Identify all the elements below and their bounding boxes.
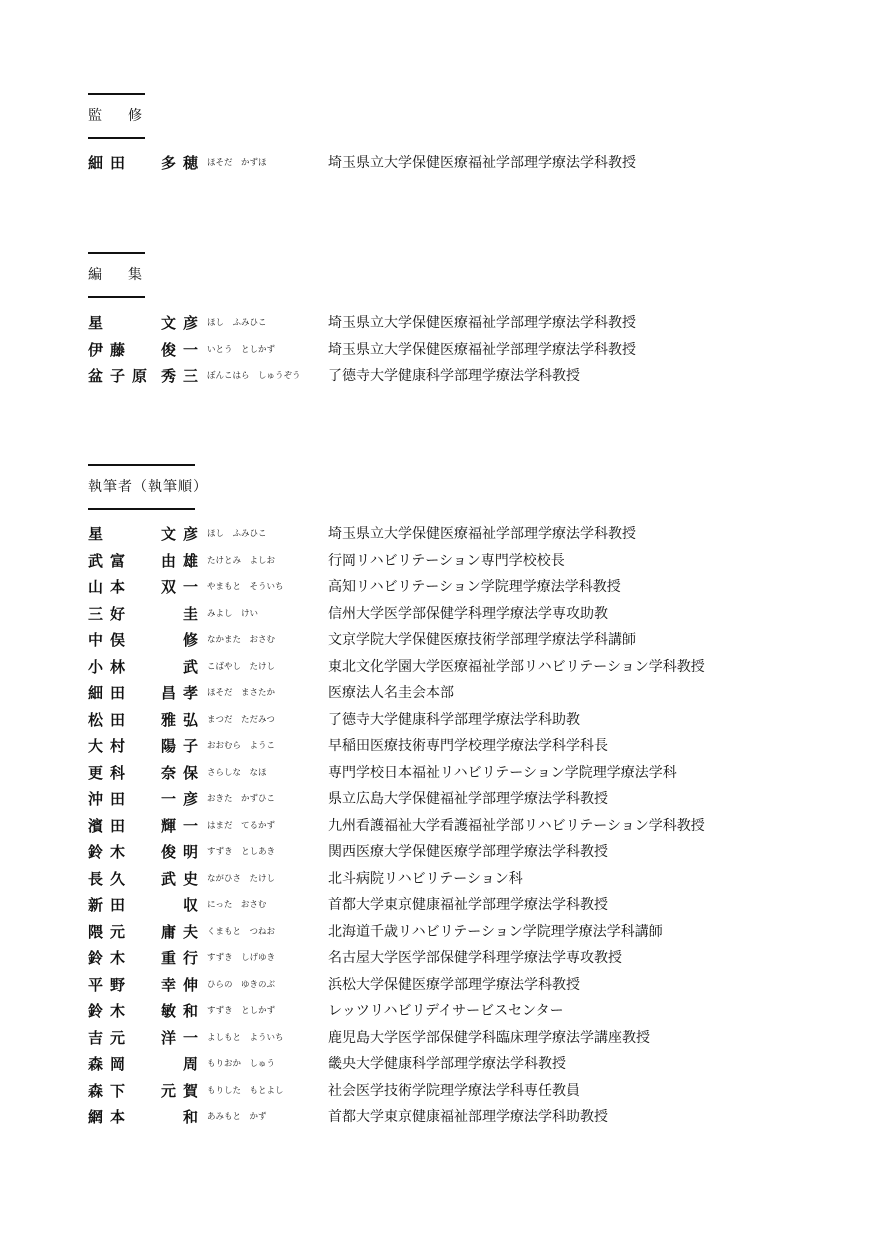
member-name — [88, 313, 205, 333]
member-name — [88, 763, 205, 783]
section-heading: 監 修 — [88, 108, 148, 124]
affiliation: レッツリハビリデイサービスセンター — [328, 1003, 564, 1019]
family-name: 三好 — [88, 604, 133, 623]
given-name: 奈保 — [160, 763, 205, 782]
name-reading: すずき としかず — [207, 1006, 276, 1016]
name-reading: ほし ふみひこ — [207, 529, 267, 539]
affiliation: 了德寺大学健康科学部理学療法学科教授 — [328, 368, 580, 384]
name-reading: いとう としかず — [207, 344, 276, 355]
given-name: 一彦 — [160, 790, 205, 808]
given-name: 洋一 — [160, 1028, 205, 1047]
name-reading: こばやし たけし — [207, 661, 276, 672]
member-name — [88, 710, 205, 730]
family-name: 小林 — [88, 657, 133, 676]
member-name — [88, 736, 205, 756]
heading-rule-top — [88, 252, 145, 254]
family-name: 山本 — [88, 578, 133, 596]
affiliation: 埼玉県立大学保健医療福祉学部理学療法学科教授 — [328, 526, 636, 542]
affiliation: 九州看護福祉大学看護福祉学部リハビリテーション学科教授 — [328, 817, 705, 834]
family-name: 鈴木 — [88, 1002, 133, 1020]
family-name: 濱田 — [88, 816, 133, 835]
affiliation: 信州大学医学部保健学科理学療法学専攻助教 — [328, 605, 608, 622]
family-name: 長久 — [88, 869, 133, 888]
family-name: 鈴木 — [88, 843, 133, 861]
heading-rule-bottom — [88, 137, 145, 139]
affiliation: 畿央大学健康科学部理学療法学科教授 — [328, 1056, 566, 1072]
affiliation: 専門学校日本福祉リハビリテーション学院理学療法学科 — [328, 764, 677, 781]
given-name: 俊明 — [160, 843, 205, 861]
family-name: 沖田 — [88, 790, 133, 808]
name-reading: ほし ふみひこ — [207, 318, 267, 328]
given-name: 武 — [182, 657, 205, 676]
given-name: 昌孝 — [160, 684, 205, 702]
family-name: 吉元 — [88, 1028, 133, 1047]
name-reading: ひらの ゆきのぶ — [207, 979, 276, 990]
family-name: 中俣 — [88, 631, 133, 649]
given-name: 修 — [182, 631, 205, 649]
given-name: 武史 — [160, 869, 205, 888]
given-name: 圭 — [182, 604, 205, 623]
affiliation: 首都大学東京健康福祉学部理学療法学科教授 — [328, 897, 608, 913]
member-name — [88, 551, 205, 571]
affiliation: 東北文化学園大学医療福祉学部リハビリテーション学科教授 — [328, 658, 705, 675]
affiliation: 鹿児島大学医学部保健学科臨床理学療法学講座教授 — [328, 1029, 650, 1046]
name-reading: みよし けい — [207, 608, 259, 619]
section-heading: 編 集 — [88, 267, 148, 283]
member-name — [88, 948, 205, 968]
member-name — [88, 1028, 205, 1048]
member-name — [88, 816, 205, 836]
member-name — [88, 1054, 205, 1074]
given-name: 庸夫 — [160, 922, 205, 941]
member-name — [88, 604, 205, 624]
affiliation: 医療法人名圭会本部 — [328, 685, 454, 701]
affiliation: 埼玉県立大学保健医療福祉学部理学療法学科教授 — [328, 315, 636, 331]
affiliation: 高知リハビリテーション学院理学療法学科教授 — [328, 579, 621, 595]
member-name — [88, 683, 205, 703]
section-supervision — [88, 93, 148, 139]
heading-rule-bottom — [88, 508, 195, 510]
family-name: 隈元 — [88, 922, 133, 941]
name-reading: おきた かずひこ — [207, 794, 276, 804]
heading-rule-top — [88, 464, 195, 466]
name-reading: もりおか しゅう — [207, 1059, 276, 1069]
section-editors — [88, 252, 148, 298]
family-name: 平野 — [88, 975, 133, 994]
name-reading: おおむら ようこ — [207, 741, 276, 751]
affiliation: 首都大学東京健康福祉部理学療法学科助教授 — [328, 1109, 608, 1125]
family-name: 星 — [88, 314, 111, 332]
given-name: 収 — [182, 896, 205, 914]
family-name: 更科 — [88, 763, 133, 782]
member-name — [88, 1001, 205, 1021]
name-reading: まつだ ただみつ — [207, 714, 275, 725]
affiliation: 行岡リハビリテーション専門学校校長 — [328, 552, 565, 569]
affiliation: 北斗病院リハビリテーション科 — [328, 870, 523, 887]
given-name: 元賀 — [160, 1081, 205, 1100]
family-name: 伊藤 — [88, 340, 133, 359]
affiliation: 浜松大学保健医療学部理学療法学科教授 — [328, 976, 580, 993]
member-name — [88, 366, 205, 386]
name-reading: ながひさ たけし — [207, 873, 276, 884]
affiliation: 了德寺大学健康科学部理学療法学科助教 — [328, 711, 580, 728]
given-name: 陽子 — [160, 737, 205, 755]
member-name — [88, 1107, 205, 1127]
family-name: 武富 — [88, 551, 133, 570]
name-reading: にった おさむ — [207, 900, 267, 910]
name-reading: すずき しげゆき — [207, 953, 276, 963]
family-name: 大村 — [88, 737, 133, 755]
family-name: 松田 — [88, 710, 133, 729]
given-name: 文彦 — [160, 525, 205, 543]
family-name: 細田 — [88, 154, 133, 172]
given-name: 由雄 — [160, 551, 205, 570]
member-name — [88, 340, 205, 360]
heading-rule-bottom — [88, 296, 145, 298]
name-reading: もりした もとよし — [207, 1085, 284, 1096]
family-name: 新田 — [88, 896, 133, 914]
family-name: 鈴木 — [88, 949, 133, 967]
affiliation: 関西医療大学保健医療学部理学療法学科教授 — [328, 844, 608, 860]
given-name: 重行 — [160, 949, 205, 967]
member-name — [88, 895, 205, 915]
name-reading: ほそだ かずほ — [207, 158, 267, 168]
given-name: 敏和 — [160, 1002, 205, 1020]
member-name — [88, 789, 205, 809]
member-name — [88, 657, 205, 677]
family-name: 網本 — [88, 1108, 133, 1126]
given-name: 輝一 — [160, 816, 205, 835]
member-name — [88, 975, 205, 995]
name-reading: たけとみ よしお — [207, 555, 276, 566]
member-name — [88, 922, 205, 942]
section-heading: 執筆者（執筆順） — [88, 479, 208, 495]
given-name: 文彦 — [160, 314, 205, 332]
member-name — [88, 577, 205, 597]
name-reading: ほそだ まさたか — [207, 688, 276, 698]
affiliation: 埼玉県立大学保健医療福祉学部理学療法学科教授 — [328, 341, 636, 358]
given-name: 秀三 — [160, 367, 205, 385]
name-reading: さらしな なほ — [207, 767, 267, 778]
given-name: 幸伸 — [160, 975, 205, 994]
name-reading: ぼんこはら しゅうぞう — [207, 371, 301, 381]
given-name: 俊一 — [160, 340, 205, 359]
affiliation: 早稲田医療技術専門学校理学療法学科学科長 — [328, 738, 608, 754]
family-name: 細田 — [88, 684, 133, 702]
section-authors — [88, 464, 208, 510]
member-name — [88, 630, 205, 650]
affiliation: 社会医学技術学院理学療法学科専任教員 — [328, 1082, 580, 1099]
given-name: 雅弘 — [160, 710, 205, 729]
name-reading: なかまた おさむ — [207, 635, 276, 645]
family-name: 盆子原 — [88, 367, 155, 385]
name-reading: あみもと かず — [207, 1112, 267, 1122]
name-reading: はまだ てるかず — [207, 820, 276, 831]
affiliation: 埼玉県立大学保健医療福祉学部理学療法学科教授 — [328, 155, 636, 171]
given-name: 和 — [182, 1108, 205, 1126]
given-name: 周 — [182, 1055, 205, 1073]
affiliation: 北海道千歳リハビリテーション学院理学療法学科講師 — [328, 923, 663, 940]
family-name: 星 — [88, 525, 111, 543]
name-reading: やまもと そういち — [207, 582, 284, 592]
member-name — [88, 153, 205, 173]
member-name — [88, 842, 205, 862]
member-name — [88, 524, 205, 544]
given-name: 双一 — [160, 578, 205, 596]
given-name: 多穂 — [160, 154, 205, 172]
affiliation: 名古屋大学医学部保健学科理学療法学専攻教授 — [328, 950, 622, 966]
affiliation: 文京学院大学保健医療技術学部理学療法学科講師 — [328, 632, 636, 648]
heading-rule-top — [88, 93, 145, 95]
family-name: 森岡 — [88, 1055, 133, 1073]
name-reading: よしもと よういち — [207, 1032, 284, 1043]
member-name — [88, 869, 205, 889]
affiliation: 県立広島大学保健福祉学部理学療法学科教授 — [328, 791, 608, 807]
name-reading: すずき としあき — [207, 847, 276, 857]
member-name — [88, 1081, 205, 1101]
family-name: 森下 — [88, 1081, 133, 1100]
name-reading: くまもと つねお — [207, 926, 276, 937]
